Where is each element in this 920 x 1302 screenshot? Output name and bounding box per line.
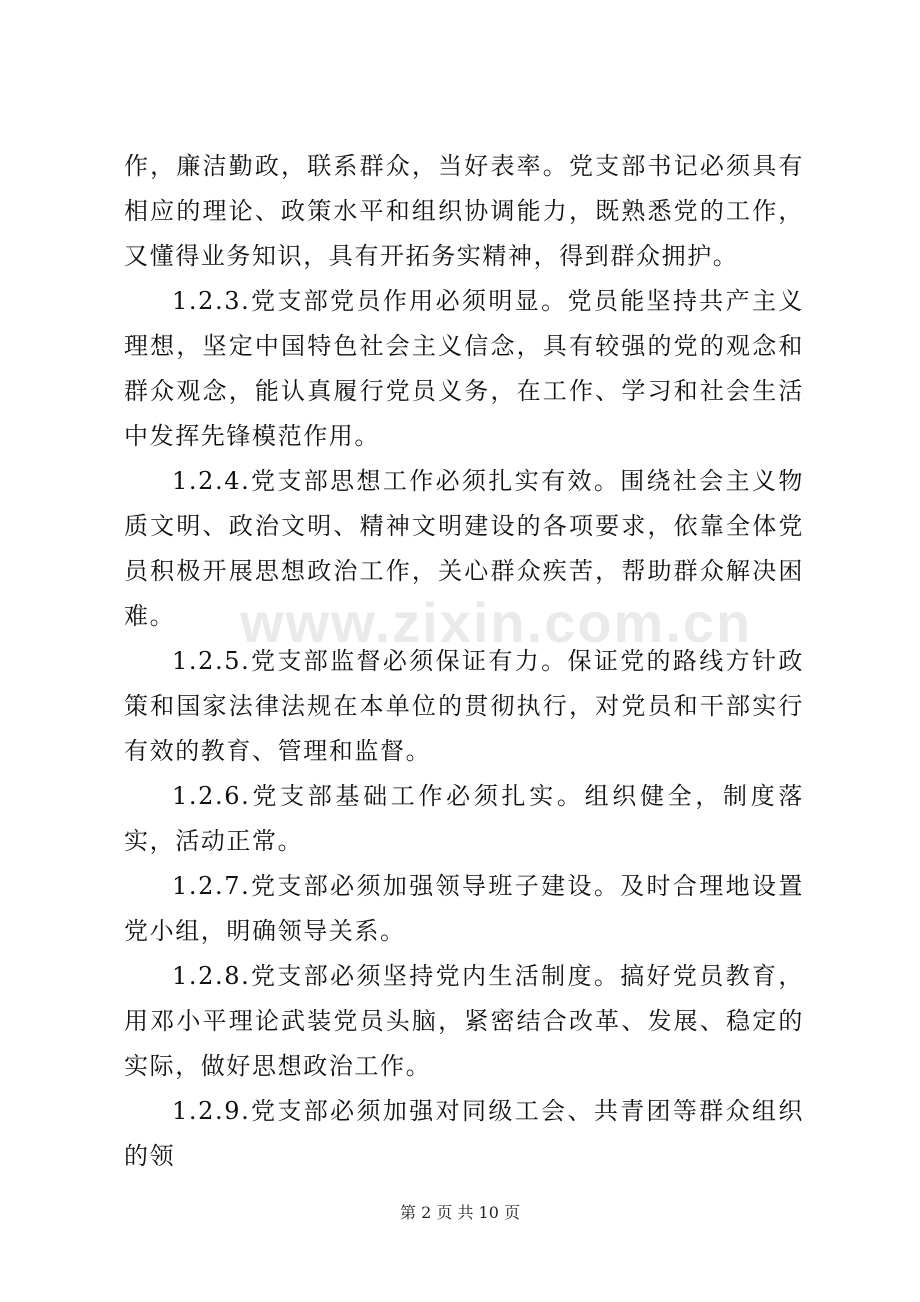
paragraph-continuation: 作，廉洁勤政，联系群众，当好表率。党支部书记必须具有相应的理论、政策水平和组织协调能力，既熟悉党的工作，又懂得业务知识，具有开拓务实精神，得到群众拥护。 (124, 152, 804, 270)
paragraph-1-2-8: 1.2.8.党支部必须坚持党内生活制度。搞好党员教育，用邓小平理论武装党员头脑，紧密结合改革、发展、稳定的实际，做好思想政治工作。 (124, 962, 804, 1080)
paragraph-1-2-9: 1.2.9.党支部必须加强对同级工会、共青团等群众组织的领 (124, 1097, 804, 1170)
watermark: www.zixin.com.cn (240, 591, 753, 654)
body-text (124, 144, 804, 1179)
paragraph-1-2-3: 1.2.3.党支部党员作用必须明显。党员能坚持共产主义理想，坚定中国特色社会主义信念，具有较强的党的观念和群众观念，能认真履行党员义务，在工作、学习和社会生活中发挥先锋模范作用。 (124, 287, 804, 450)
page-footer: 第 2 页 共 10 页 (400, 1203, 520, 1222)
paragraph-1-2-6: 1.2.6.党支部基础工作必须扎实。组织健全，制度落实，活动正常。 (124, 782, 804, 855)
paragraph-1-2-5: 1.2.5.党支部监督必须保证有力。保证党的路线方针政策和国家法律法规在本单位的贯彻执行，对党员和干部实行有效的教育、管理和监督。 (124, 647, 804, 765)
paragraph-1-2-7: 1.2.7.党支部必须加强领导班子建设。及时合理地设置党小组，明确领导关系。 (124, 872, 804, 945)
paragraph-1-2-4: 1.2.4.党支部思想工作必须扎实有效。围绕社会主义物质文明、政治文明、精神文明建设的各项要求，依靠全体党员积极开展思想政治工作，关心群众疾苦，帮助群众解决困难。 (124, 467, 804, 630)
